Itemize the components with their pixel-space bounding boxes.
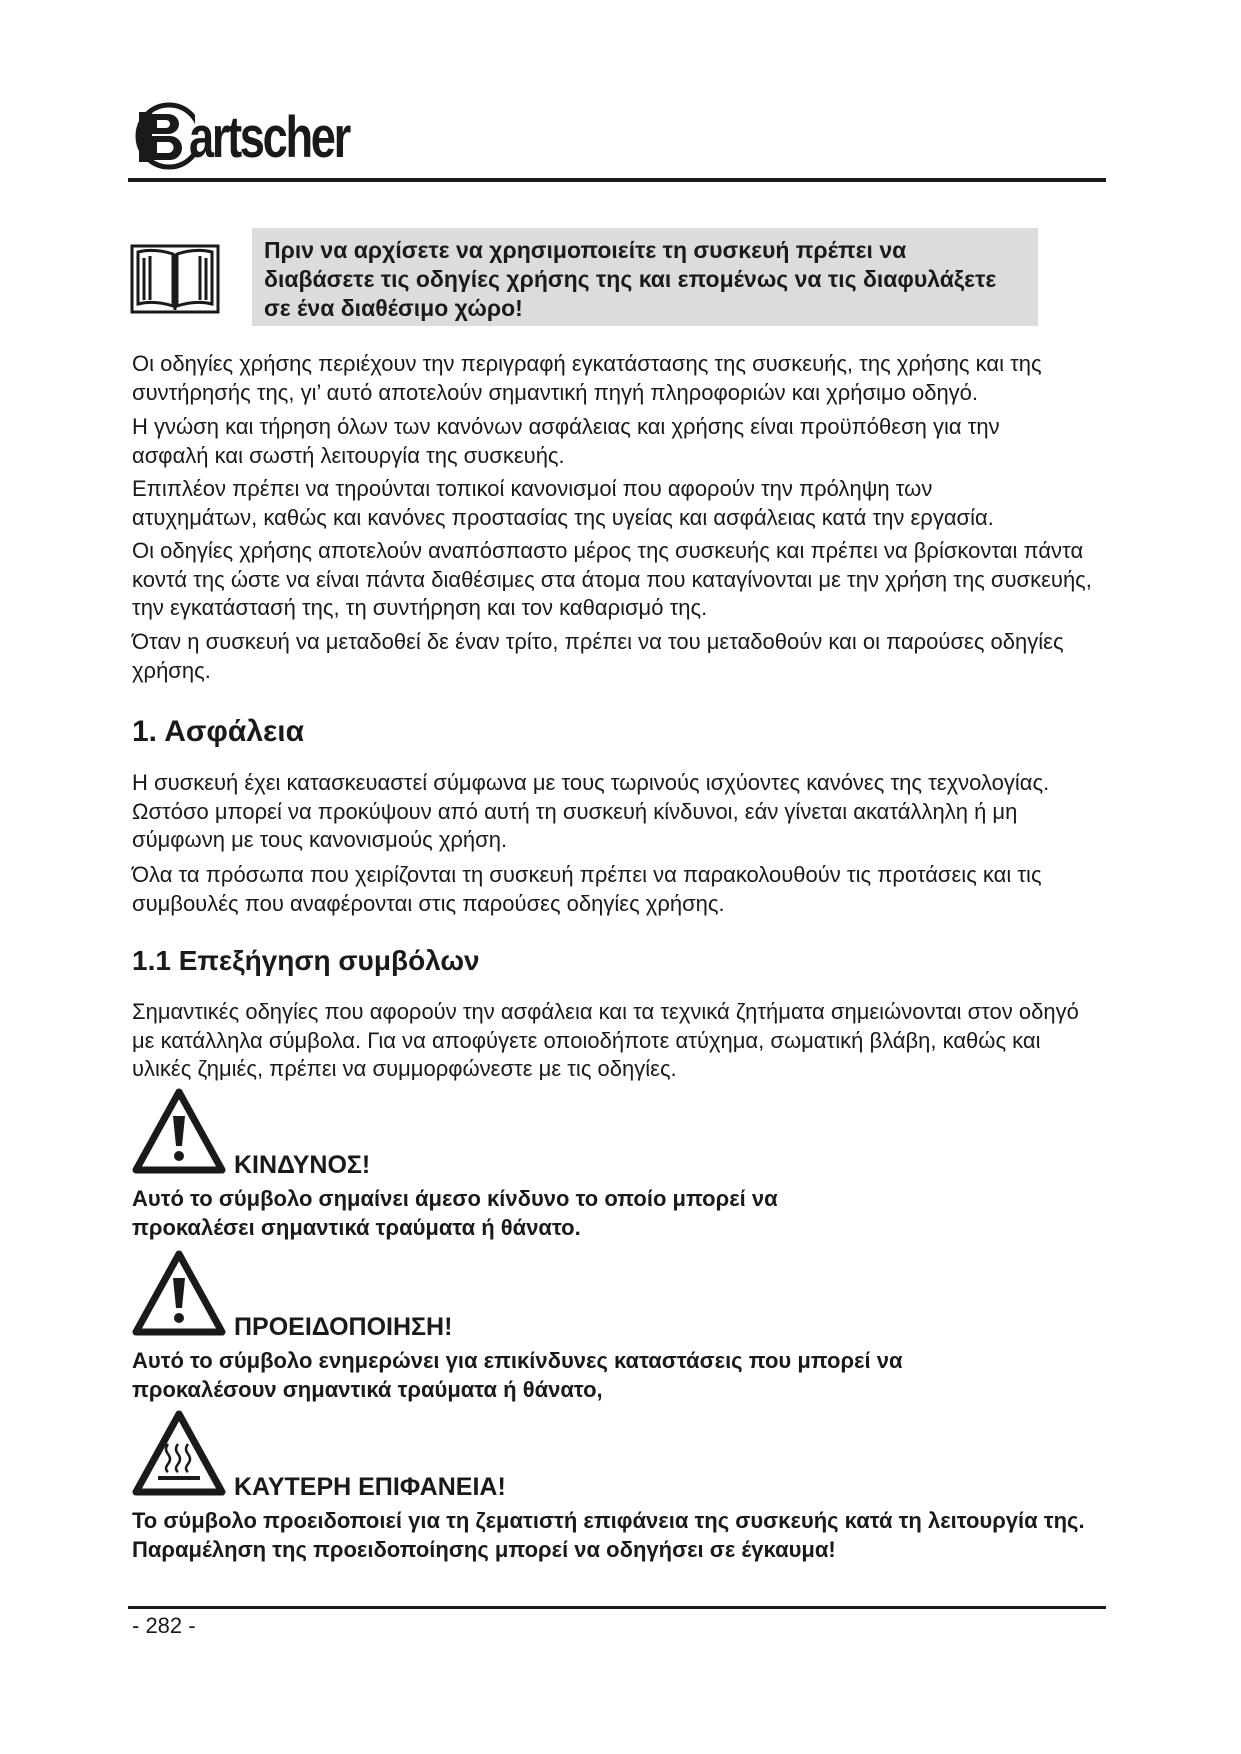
intro-paragraph-3-wrap: [132, 475, 1122, 532]
danger-warning-icon: [132, 1088, 226, 1174]
logo-wordmark: artscher: [189, 104, 349, 170]
intro-section: [132, 350, 1122, 407]
hot-surface-description: Το σύμβολο προειδοποιεί για τη ζεματιστή επιφάνεια της συσκευής κατά τη λειτουργία της. Παραμέληση της προειδοποίησης μπορεί να οδηγήσει σε έγκαυμα!: [132, 1508, 1085, 1562]
notice-text: Πριν να αρχίσετε να χρησιμοποιείτε τη συσκευή πρέπει να διαβάσετε τις οδηγίες χρήσης της και επομένως να τις διαφυλάξετε σε ένα διαθέσιμο χώρο!: [264, 237, 997, 321]
intro-paragraph-2: Η γνώση και τήρηση όλων των κανόνων ασφάλειας και χρήσης είναι προϋπόθεση για την ασφαλή και σωστή λειτουργία της συσκευής.: [132, 414, 1000, 468]
bartscher-logo: [135, 100, 394, 172]
section-1-heading-wrap: [132, 714, 1122, 750]
hot-surface-label: ΚΑΥΤΕΡΗ ΕΠΙΦΑΝΕΙΑ!: [234, 1473, 506, 1501]
read-instructions-notice: [252, 228, 1038, 326]
section-1-paragraph-2-wrap: [132, 861, 1122, 918]
section-1-1-heading-wrap: [132, 944, 1122, 978]
intro-paragraph-5: Όταν η συσκευή να μεταδοθεί δε έναν τρίτο, πρέπει να του μεταδοθούν και οι παρούσες οδηγίες χρήσης.: [132, 629, 1064, 683]
hot-surface-text-wrap: [132, 1507, 1122, 1564]
logo-b-mark-icon: [135, 100, 195, 172]
danger-text-wrap: [132, 1185, 1122, 1242]
danger-description: Αυτό το σύμβολο σημαίνει άμεσο κίνδυνο το οποίο μπορεί να προκαλέσει σημαντικά τραύματα ή θάνατο.: [132, 1186, 778, 1240]
intro-paragraph-1: Οι οδηγίες χρήσης περιέχουν την περιγραφή εγκατάστασης της συσκευής, της χρήσης και της συντήρησής της, γι’ αυτό αποτελούν σημαντική πηγή πληροφοριών και χρήσιμο οδηγό.: [132, 351, 1042, 405]
page-number: - 282 -: [132, 1613, 196, 1638]
footer-divider: [128, 1606, 1106, 1609]
intro-paragraph-2-wrap: [132, 413, 1122, 470]
intro-paragraph-5-wrap: [132, 628, 1122, 685]
intro-paragraph-4-wrap: [132, 537, 1122, 623]
open-book-icon: [130, 244, 220, 316]
section-1-1-heading: 1.1 Επεξήγηση συμβόλων: [132, 945, 480, 976]
header-divider: [128, 178, 1106, 182]
warning-description: Αυτό το σύμβολο ενημερώνει για επικίνδυνες καταστάσεις που μπορεί να προκαλέσουν σημαντικά τραύματα ή θάνατο,: [132, 1348, 903, 1402]
section-1-1-paragraph-wrap: [132, 998, 1122, 1084]
section-1-paragraph-2: Όλα τα πρόσωπα που χειρίζονται τη συσκευή πρέπει να παρακολουθούν τις προτάσεις και τις συμβουλές που αναφέρονται στις παρούσες οδηγίες χρήσης.: [132, 862, 1042, 916]
section-1-paragraph-1: Η συσκευή έχει κατασκευαστεί σύμφωνα με τους τωρινούς ισχύοντες κανόνες της τεχνολογίας. Ωστόσο μπορεί να προκύψουν από αυτή τη συσκευή κίνδυνοι, εάν γίνεται ακατάλληλη ή μη σύμφωνη με τους κανονισμούς χρήση.: [132, 770, 1050, 852]
section-1-heading: 1. Ασφάλεια: [132, 715, 305, 748]
intro-paragraph-3: Επιπλέον πρέπει να τηρούνται τοπικοί κανονισμοί που αφορούν την πρόληψη των ατυχημάτων, καθώς και κανόνες προστασίας της υγείας και ασφάλειας κατά την εργασία.: [132, 476, 994, 530]
intro-paragraph-4: Οι οδηγίες χρήσης αποτελούν αναπόσπαστο μέρος της συσκευής και πρέπει να βρίσκονται πάντα κοντά της ώστε να είναι πάντα διαθέσιμες στα άτομα που καταγίνονται με την χρήση της συσκευής, την εγκατάστασή της, τη συντήρηση και τον καθαρισμό της.: [132, 538, 1092, 620]
warning-label: ΠΡΟΕΙΔΟΠΟΙΗΣΗ!: [234, 1313, 453, 1341]
section-1-paragraph-1-wrap: [132, 769, 1122, 855]
warning-icon: [132, 1250, 226, 1336]
hot-surface-icon: [132, 1410, 226, 1496]
danger-label: ΚΙΝΔΥΝΟΣ!: [234, 1151, 371, 1179]
warning-text-wrap: [132, 1347, 1122, 1404]
section-1-1-paragraph: Σημαντικές οδηγίες που αφορούν την ασφάλεια και τα τεχνικά ζητήματα σημειώνονται στον οδηγό με κατάλληλα σύμβολα. Για να αποφύγετε οποιοδήποτε ατύχημα, σωματική βλάβη, καθώς και υλικές ζημιές, πρέπει να συμμορφώνεστε με τις οδηγίες.: [132, 999, 1079, 1081]
